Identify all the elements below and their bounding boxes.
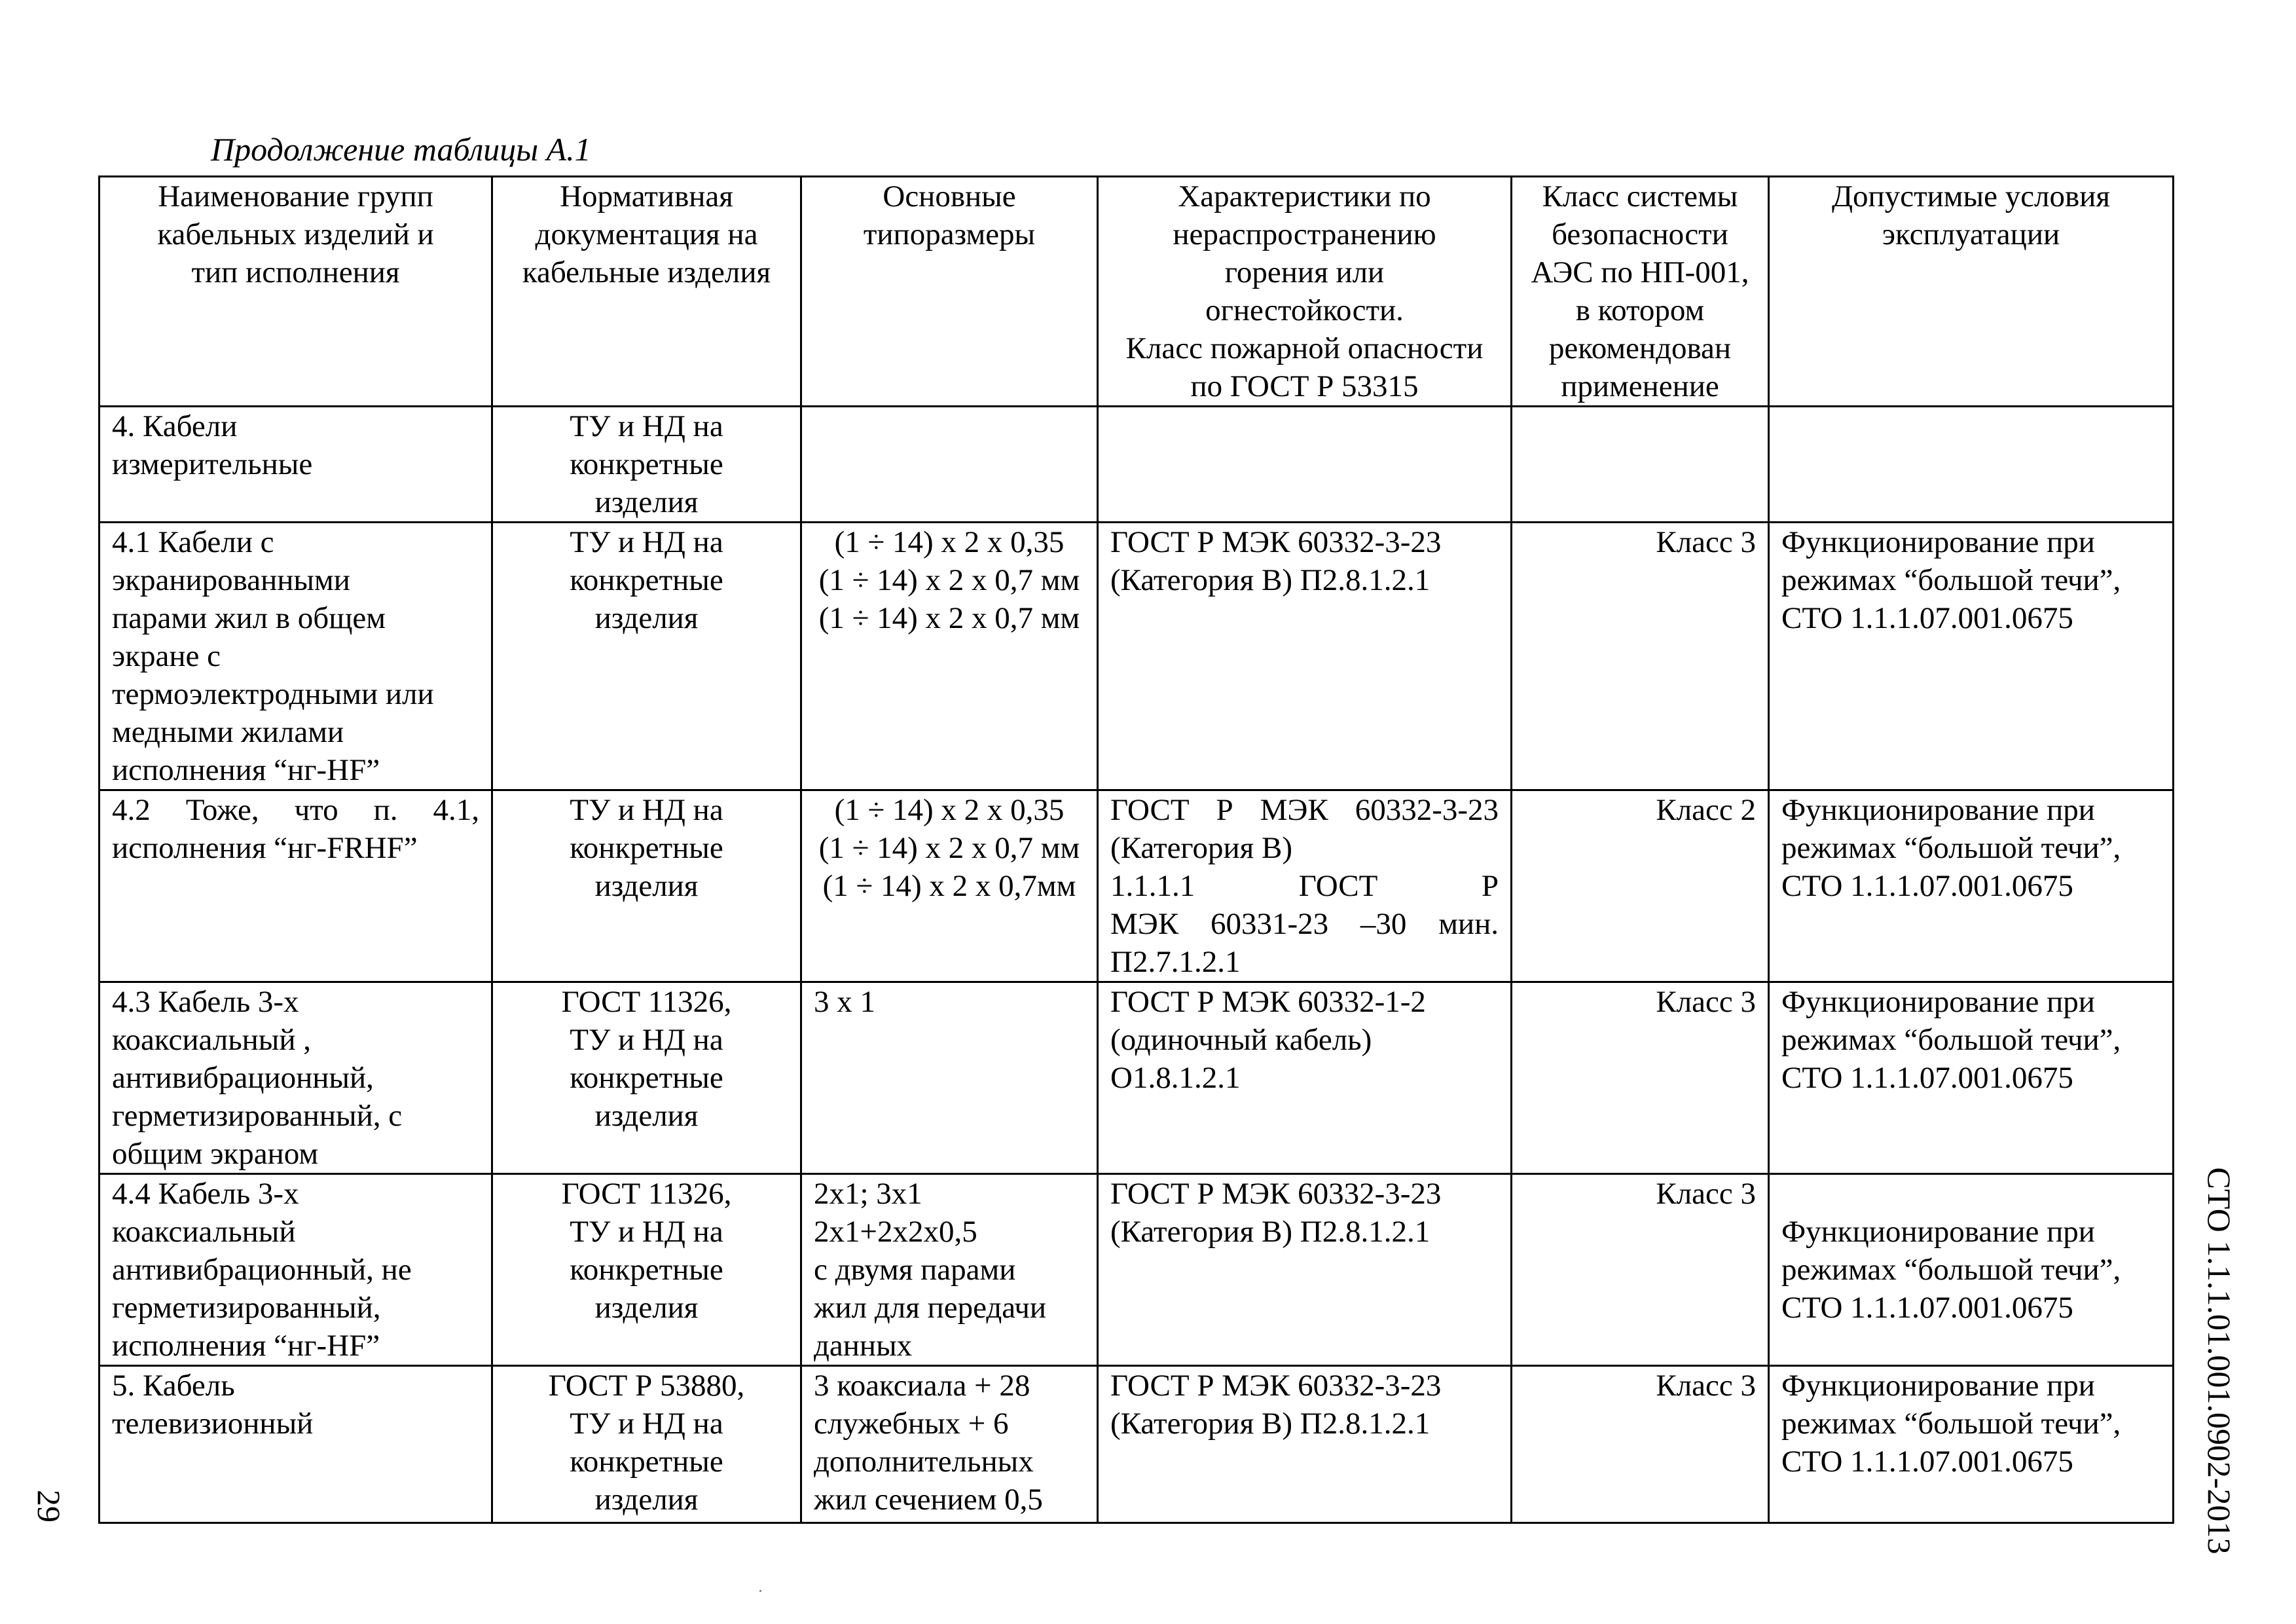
cell-line: конкретные	[570, 1445, 723, 1479]
cell-line: ТУ и НД на	[570, 793, 723, 827]
cell-line: СТО 1.1.1.07.001.0675	[1781, 869, 2073, 903]
cell-line: О1.8.1.2.1	[1110, 1061, 1241, 1095]
cell-line: режимах “большой течи”,	[1781, 831, 2121, 865]
header-fire-line: по ГОСТ Р 53315	[1190, 369, 1419, 403]
cell-line: Функционирование при	[1781, 1215, 2095, 1249]
cell-name	[100, 1174, 492, 1366]
header-name	[100, 177, 492, 407]
cell-spacer	[1781, 1175, 2160, 1213]
cell-line: (Категория В) П2.8.1.2.1	[1110, 1215, 1430, 1249]
cell-line: МЭК 60331-23 –30 мин.	[1110, 907, 1499, 941]
header-sizes-line: Основные	[883, 179, 1016, 213]
header-fire	[1098, 177, 1512, 407]
cell-line: парами жил в общем	[112, 601, 386, 635]
cell-line: исполнения “нг-HF”	[112, 1329, 380, 1363]
cell-line: режимах “большой течи”,	[1781, 1407, 2121, 1441]
cell-line: СТО 1.1.1.07.001.0675	[1781, 1061, 2073, 1095]
cell-conditions	[1769, 523, 2174, 790]
header-class-line: в котором	[1575, 293, 1705, 327]
table-row	[100, 1174, 2174, 1366]
cell-doc	[492, 1366, 801, 1523]
cell-name	[100, 790, 492, 982]
header-class-line: АЭС по НП-001,	[1531, 255, 1749, 289]
table-row	[100, 407, 2174, 523]
cell-line: с двумя парами	[814, 1253, 1016, 1287]
cell-line: ТУ и НД на	[570, 1407, 723, 1441]
cell-fire	[1098, 1366, 1512, 1523]
header-class-line: рекомендован	[1548, 331, 1732, 365]
cell-line: режимах “большой течи”,	[1781, 563, 2121, 597]
cell-line: коаксиальный ,	[112, 1023, 312, 1057]
cell-conditions	[1769, 1366, 2174, 1523]
cell-conditions	[1769, 790, 2174, 982]
cell-fire	[1098, 1174, 1512, 1366]
header-name-line: Наименование групп	[158, 179, 433, 213]
header-name-line: тип исполнения	[191, 255, 400, 289]
table-caption: Продолжение таблицы А.1	[211, 131, 591, 168]
header-sizes-line: типоразмеры	[863, 217, 1036, 251]
cell-conditions	[1769, 1174, 2174, 1366]
cell-line: П2.7.1.2.1	[1110, 945, 1241, 979]
header-doc-line: документация на	[535, 217, 758, 251]
cell-line: герметизированный, с	[112, 1099, 403, 1133]
cell-line: режимах “большой течи”,	[1781, 1253, 2121, 1287]
table-row	[100, 982, 2174, 1174]
cell-line: антивибрационный, не	[112, 1253, 412, 1287]
cell-line: дополнительных	[814, 1445, 1034, 1479]
cell-class: Класс 3	[1512, 1174, 1769, 1366]
cell-line: жил для передачи	[814, 1291, 1047, 1325]
cell-line: изделия	[594, 1483, 699, 1517]
cell-line: коаксиальный	[112, 1215, 296, 1249]
cell-line: 3 х 1	[814, 985, 875, 1019]
cell-line: изделия	[594, 1099, 699, 1133]
cell-line: Функционирование при	[1781, 1369, 2095, 1403]
cell-line: 1.1.1.1 ГОСТ Р	[1110, 869, 1499, 903]
cell-line: (1 ÷ 14) х 2 х 0,7 мм	[818, 563, 1080, 597]
cell-line: (1 ÷ 14) х 2 х 0,35	[834, 793, 1065, 827]
cell-fire	[1098, 523, 1512, 790]
scan-speck	[759, 1590, 761, 1592]
cell-line: СТО 1.1.1.07.001.0675	[1781, 601, 2073, 635]
cell-name	[100, 407, 492, 523]
cell-sizes	[801, 1366, 1098, 1523]
document-code-text: СТО 1.1.1.01.001.0902-2013	[2201, 1167, 2238, 1555]
table-header-row	[100, 177, 2174, 407]
page-number: 29	[31, 1490, 67, 1522]
cell-doc	[492, 1174, 801, 1366]
cell-line: ТУ и НД на	[570, 1215, 723, 1249]
cell-conditions	[1769, 982, 2174, 1174]
cell-line: ГОСТ Р МЭК 60332-3-23	[1110, 525, 1442, 559]
cell-line: ТУ и НД на	[570, 525, 723, 559]
cell-line: Функционирование при	[1781, 793, 2095, 827]
cell-line: (Категория В) П2.8.1.2.1	[1110, 1407, 1430, 1441]
cell-line: служебных + 6	[814, 1407, 1009, 1441]
header-doc-line: кабельные изделия	[522, 255, 771, 289]
cell-line: экранированными	[112, 563, 350, 597]
cell-line: (1 ÷ 14) х 2 х 0,35	[834, 525, 1065, 559]
cell-line: изделия	[594, 485, 699, 519]
cell-line: герметизированный,	[112, 1291, 381, 1325]
cell-line: (Категория В) П2.8.1.2.1	[1110, 563, 1430, 597]
header-conditions	[1769, 177, 2174, 407]
cell-fire	[1098, 790, 1512, 982]
cell-line: режимах “большой течи”,	[1781, 1023, 2121, 1057]
table-row	[100, 1366, 2174, 1523]
cell-name	[100, 1366, 492, 1523]
cell-line: (одиночный кабель)	[1110, 1023, 1372, 1057]
cell-doc	[492, 790, 801, 982]
cell-line: конкретные	[570, 563, 723, 597]
cell-line: конкретные	[570, 831, 723, 865]
cable-table	[98, 175, 2174, 1524]
cell-class: Класс 3	[1512, 1366, 1769, 1523]
cell-doc	[492, 982, 801, 1174]
cell-line: 3 коаксиала + 28	[814, 1369, 1030, 1403]
cell-line: 2х1; 3х1	[814, 1177, 922, 1211]
cell-line: термоэлектродными или	[112, 677, 434, 711]
cell-line: конкретные	[570, 1253, 723, 1287]
header-conditions-line: Допустимые условия	[1832, 179, 2110, 213]
cell-line: (Категория В)	[1110, 831, 1293, 865]
cell-line: СТО 1.1.1.07.001.0675	[1781, 1445, 2073, 1479]
document-code	[2196, 1164, 2242, 1557]
cell-line: ГОСТ 11326,	[561, 985, 732, 1019]
table-row	[100, 523, 2174, 790]
cell-line: измерительные	[112, 447, 313, 481]
cell-line: (1 ÷ 14) х 2 х 0,7мм	[822, 869, 1076, 903]
cell-class: Класс 3	[1512, 523, 1769, 790]
cell-line: изделия	[594, 1291, 699, 1325]
cell-sizes	[801, 982, 1098, 1174]
cell-line: 4.1 Кабели с	[112, 525, 274, 559]
header-fire-line: горения или	[1224, 255, 1385, 289]
cell-line: конкретные	[570, 1061, 723, 1095]
cell-line: ТУ и НД на	[570, 1023, 723, 1057]
cell-line: данных	[814, 1329, 913, 1363]
cell-line: общим экраном	[112, 1137, 319, 1171]
cell-line: ГОСТ Р МЭК 60332-3-23	[1110, 793, 1499, 827]
cell-line: ГОСТ Р МЭК 60332-1-2	[1110, 985, 1426, 1019]
header-class-line: Класс системы	[1542, 179, 1738, 213]
cell-class	[1512, 407, 1769, 523]
cell-line: медными жилами	[112, 715, 344, 749]
cell-line: 4. Кабели	[112, 409, 238, 443]
cell-name	[100, 982, 492, 1174]
header-fire-line: нераспространению	[1173, 217, 1436, 251]
cell-fire	[1098, 982, 1512, 1174]
cell-line: Функционирование при	[1781, 985, 2095, 1019]
table-row	[100, 790, 2174, 982]
cell-sizes	[801, 790, 1098, 982]
cell-line: (1 ÷ 14) х 2 х 0,7 мм	[818, 601, 1080, 635]
cell-line: 2х1+2х2х0,5	[814, 1215, 977, 1249]
header-fire-line: Характеристики по	[1178, 179, 1431, 213]
cell-line: конкретные	[570, 447, 723, 481]
cell-class: Класс 2	[1512, 790, 1769, 982]
header-doc-line: Нормативная	[560, 179, 733, 213]
cell-line: антивибрационный,	[112, 1061, 374, 1095]
cell-line: исполнения “нг-HF”	[112, 753, 380, 787]
cell-line: 4.4 Кабель 3-х	[112, 1177, 299, 1211]
header-fire-line: огнестойкости.	[1205, 293, 1404, 327]
cell-line: ГОСТ Р МЭК 60332-3-23	[1110, 1369, 1442, 1403]
cell-line: жил сечением 0,5	[814, 1483, 1043, 1517]
cell-line: ГОСТ 11326,	[561, 1177, 732, 1211]
cell-class: Класс 3	[1512, 982, 1769, 1174]
cell-sizes	[801, 523, 1098, 790]
cell-doc	[492, 523, 801, 790]
cell-line: СТО 1.1.1.07.001.0675	[1781, 1291, 2073, 1325]
header-doc	[492, 177, 801, 407]
cell-sizes	[801, 407, 1098, 523]
cell-fire	[1098, 407, 1512, 523]
header-class-line: безопасности	[1552, 217, 1728, 251]
cell-line: ГОСТ Р МЭК 60332-3-23	[1110, 1177, 1442, 1211]
cell-line: ГОСТ Р 53880,	[548, 1369, 745, 1403]
header-class	[1512, 177, 1769, 407]
header-name-line: кабельных изделий и	[157, 217, 434, 251]
cell-line: (1 ÷ 14) х 2 х 0,7 мм	[818, 831, 1080, 865]
header-sizes	[801, 177, 1098, 407]
header-conditions-line: эксплуатации	[1882, 217, 2060, 251]
cell-line: 4.2 Тоже, что п. 4.1,	[112, 793, 479, 827]
cell-sizes	[801, 1174, 1098, 1366]
cell-line: 4.3 Кабель 3-х	[112, 985, 299, 1019]
cell-line: исполнения “нг-FRHF”	[112, 831, 418, 865]
header-fire-line: Класс пожарной опасности	[1125, 331, 1484, 365]
cell-doc	[492, 407, 801, 523]
cell-name	[100, 523, 492, 790]
cell-line: изделия	[594, 869, 699, 903]
cell-line: ТУ и НД на	[570, 409, 723, 443]
cell-line: экране с	[112, 639, 221, 673]
cell-line: 5. Кабель	[112, 1369, 235, 1403]
cell-line: изделия	[594, 601, 699, 635]
cell-line: Функционирование при	[1781, 525, 2095, 559]
cell-line: телевизионный	[112, 1407, 314, 1441]
header-class-line: применение	[1561, 369, 1719, 403]
cell-conditions	[1769, 407, 2174, 523]
